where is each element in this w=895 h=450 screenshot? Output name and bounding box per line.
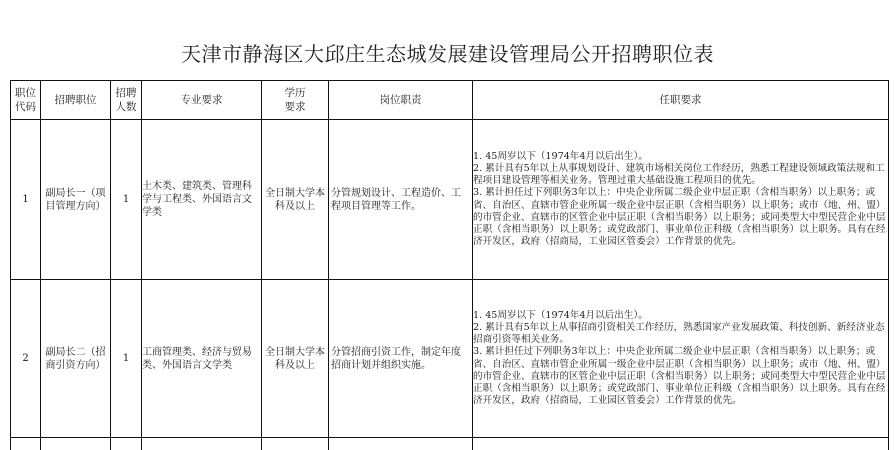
cell-duties: 分管规划设计、工程造价、工程项目管理等工作。 (329, 120, 473, 280)
requirement-item: 3. 累计担任过下列职务3年以上：中央企业所属二级企业中层正职（含相当职务）以上职务；或省、自治区、直辖市管企业所属一级企业中层正职（含相当职务）以上职务；或市（地、州、盟）的市管企业、直辖市的区管企业中层正职（含相当职务）以上职务；或同类型大中型民营企业中层正职（含相当职务）以上职务；或党政部门、事业单位正科级（含相当职务）以上职务。具有在经济开发区，政府（招商局，工业园区管委会）工作背景的优先。 (473, 346, 888, 407)
cell-code: 2 (11, 280, 41, 438)
table-row (11, 280, 889, 438)
empty-cell (473, 438, 889, 450)
header-count: 招聘人数 (111, 81, 142, 120)
cell-duties: 分管招商引资工作，制定年度招商计划并组织实施。 (329, 280, 473, 438)
requirement-item: 2. 累计具有5年以上从事招商引资相关工作经历，熟悉国家产业发展政策、科技创新、新经济业态招商引资等相关业务。 (473, 322, 888, 346)
table-row (11, 120, 889, 280)
header-education: 学历要求 (262, 81, 329, 120)
cell-education: 全日制大学本科及以上 (262, 120, 329, 280)
header-duties: 岗位职责 (329, 81, 473, 120)
table-row-continuation (11, 438, 889, 450)
cell-major: 土木类、建筑类、管理科学与工程类、外国语言文学类 (142, 120, 262, 280)
table-header-row (11, 81, 889, 120)
cell-count: 1 (111, 280, 142, 438)
empty-cell (11, 438, 41, 450)
empty-cell (111, 438, 142, 450)
cell-education: 全日制大学本科及以上 (262, 280, 329, 438)
cell-major: 工商管理类、经济与贸易类、外国语言文学类 (142, 280, 262, 438)
empty-cell (262, 438, 329, 450)
requirement-item: 1. 45周岁以下（1974年4月以后出生）。 (473, 310, 888, 322)
cell-requirements (473, 120, 889, 280)
header-code: 职位代码 (11, 81, 41, 120)
document-title: 天津市静海区大邱庄生态城发展建设管理局公开招聘职位表 (0, 38, 895, 67)
header-position: 招聘职位 (41, 81, 111, 120)
cell-code: 1 (11, 120, 41, 280)
header-major: 专业要求 (142, 81, 262, 120)
cell-position: 副局长二（招商引资方向） (41, 280, 111, 438)
positions-table (10, 80, 889, 450)
requirement-item: 1. 45周岁以下（1974年4月以后出生）。 (473, 151, 888, 163)
cell-count: 1 (111, 120, 142, 280)
empty-cell (329, 438, 473, 450)
requirement-item: 2. 累计具有5年以上从事规划设计、建筑市场相关岗位工作经历，熟悉工程建设领域政策法规和工程项目建设管理等相关业务。管理过重大基础设施工程项目的优先。 (473, 163, 888, 187)
cell-position: 副局长一（项目管理方向） (41, 120, 111, 280)
empty-cell (41, 438, 111, 450)
header-requirements: 任职要求 (473, 81, 889, 120)
requirement-item: 3. 累计担任过下列职务3年以上：中央企业所属二级企业中层正职（含相当职务）以上职务；或省、自治区、直辖市管企业所属一级企业中层正职（含相当职务）以上职务；或市（地、州、盟）的市管企业、直辖市的区管企业中层正职（含相当职务）以上职务；或同类型大中型民营企业中层正职（含相当职务）以上职务；或党政部门、事业单位正科级（含相当职务）以上职务。具有在经济开发区，政府（招商局，工业园区管委会）工作背景的优先。 (473, 187, 888, 248)
empty-cell (142, 438, 262, 450)
cell-requirements (473, 280, 889, 438)
